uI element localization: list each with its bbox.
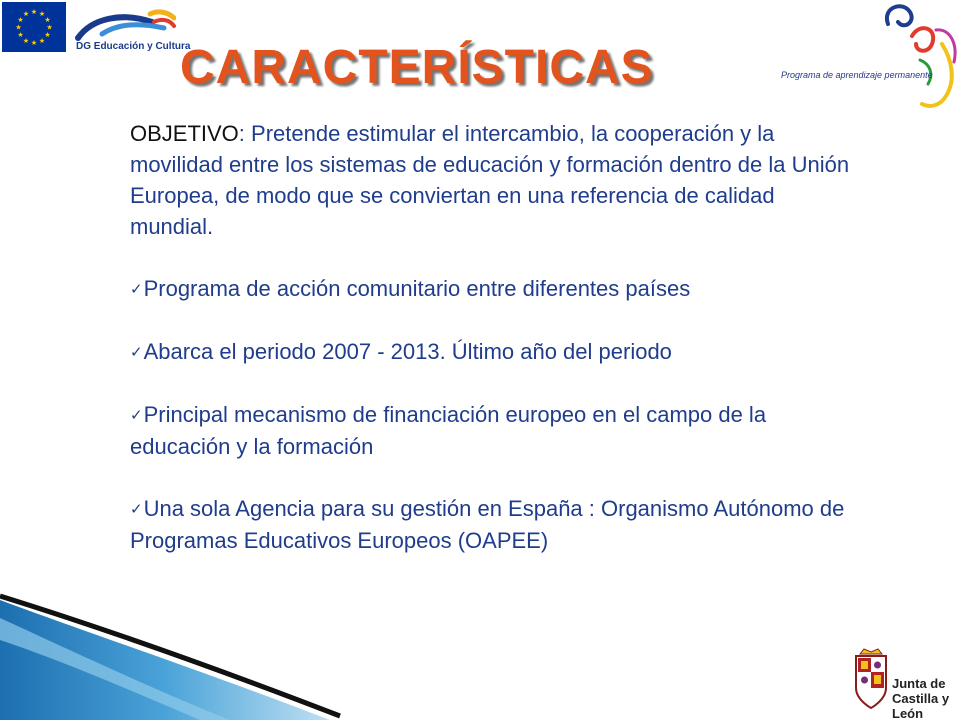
objective-label: OBJETIVO xyxy=(130,121,239,146)
junta-logo-line1: Junta de xyxy=(892,676,946,691)
junta-logo-text xyxy=(892,676,960,721)
svg-text:★: ★ xyxy=(15,23,22,32)
svg-text:★: ★ xyxy=(44,16,51,24)
eu-flag-logo xyxy=(2,2,66,52)
check-icon: ✓ xyxy=(130,501,143,518)
dg-logo-label: DG Educación y Cultura xyxy=(76,41,191,52)
svg-text:★: ★ xyxy=(38,37,46,45)
svg-text:★: ★ xyxy=(17,31,24,39)
objective-text: : Pretende estimular el intercambio, la cooperación y la movilidad entre los sistemas de educación y formación dentro de la Unión Europea, de modo que se conviertan en una referencia de calidad mundial. xyxy=(130,121,850,239)
check-icon: ✓ xyxy=(130,407,143,424)
lifelong-learning-programme-logo xyxy=(770,0,960,112)
svg-text:★: ★ xyxy=(22,37,30,45)
objective-paragraph xyxy=(130,118,850,242)
bullet-item xyxy=(130,399,850,462)
svg-text:★: ★ xyxy=(22,10,30,18)
bullet-item xyxy=(130,336,850,368)
svg-text:★: ★ xyxy=(17,16,24,24)
check-icon: ✓ xyxy=(130,344,143,361)
bullet-item xyxy=(130,493,850,556)
check-icon: ✓ xyxy=(130,281,143,298)
svg-text:★: ★ xyxy=(30,39,38,47)
svg-text:★: ★ xyxy=(44,31,51,39)
bullet-text: Principal mecanismo de financiación europeo en el campo de la educación y la formación xyxy=(130,402,767,459)
junta-logo-line2: Castilla y León xyxy=(892,691,950,721)
programme-logo-label: Programa de aprendizaje permanente xyxy=(781,70,933,80)
page-title: CARACTERÍSTICAS xyxy=(180,41,654,94)
slide-body xyxy=(130,118,850,556)
svg-text:★: ★ xyxy=(30,8,38,16)
svg-text:★: ★ xyxy=(46,23,53,32)
decorative-swoosh xyxy=(0,590,960,720)
bullet-text: Una sola Agencia para su gestión en España : Organismo Autónomo de Programas Educativos Europeos (OAPEE) xyxy=(130,496,845,553)
bullet-text: Abarca el periodo 2007 - 2013. Último año del periodo xyxy=(143,339,672,364)
bullet-text: Programa de acción comunitario entre diferentes países xyxy=(143,276,691,301)
bullet-item xyxy=(130,273,850,305)
svg-text:★: ★ xyxy=(38,10,46,18)
